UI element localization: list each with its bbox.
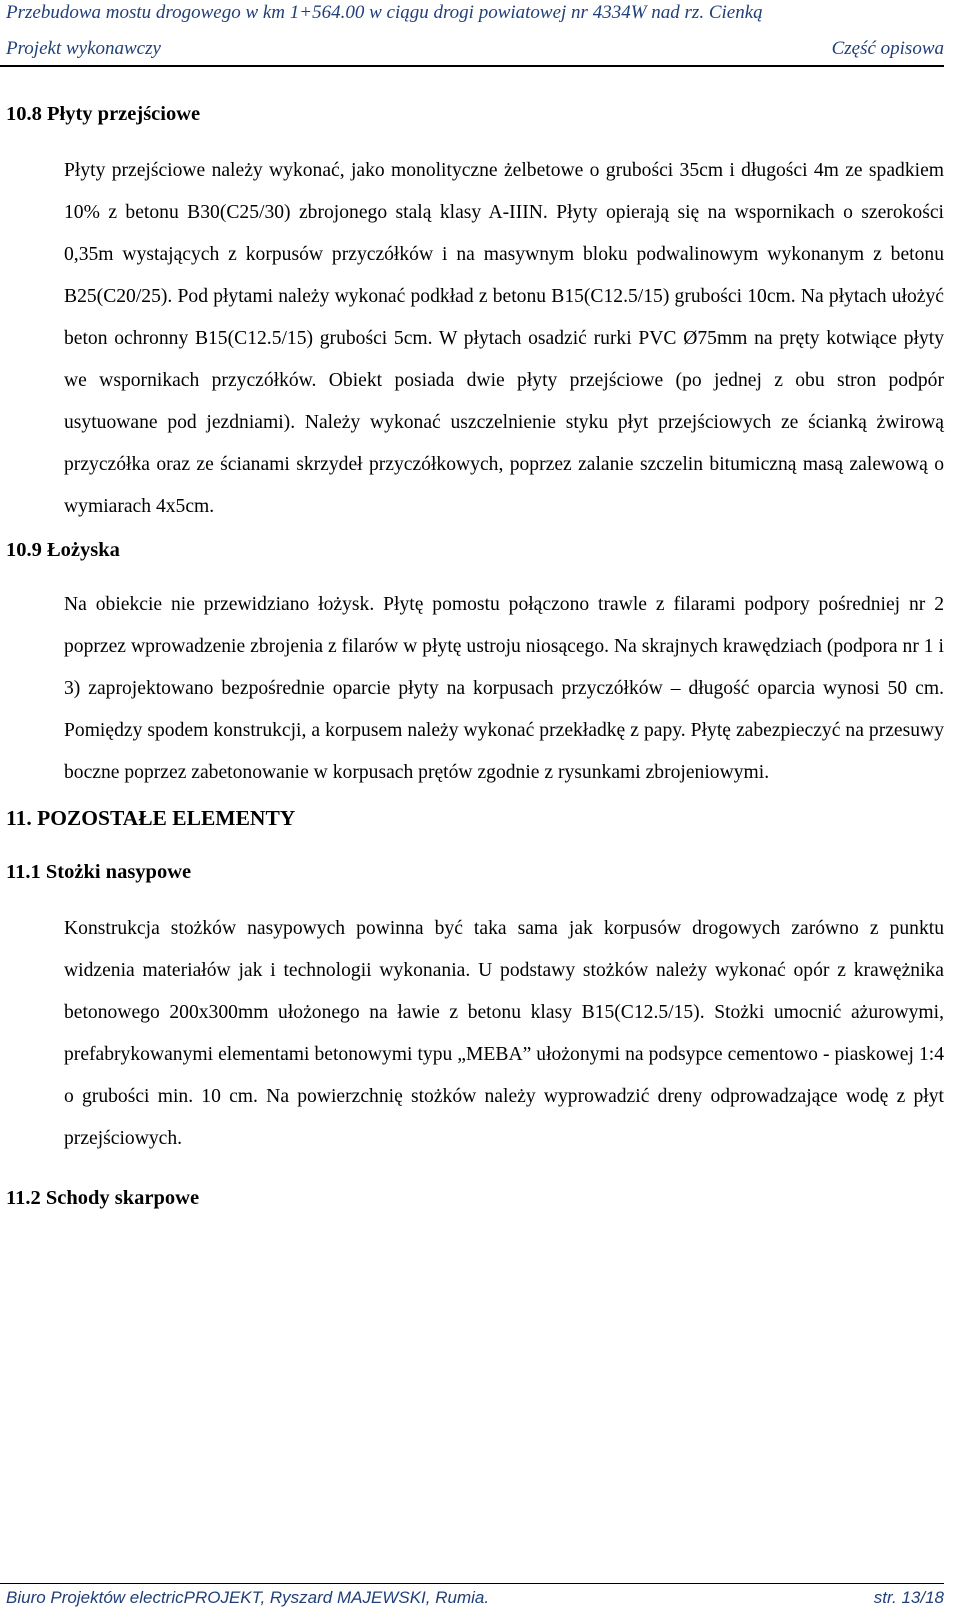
page-footer bbox=[0, 1583, 944, 1608]
footer-company: Biuro Projektów electricPROJEKT, Ryszard MAJEWSKI, Rumia. bbox=[6, 1588, 490, 1607]
project-stage: Projekt wykonawczy bbox=[6, 38, 161, 59]
paragraph-11-1: Konstrukcja stożków nasypowych powinna być taka sama jak korpusów drogowych zarówno z punktu widzenia materiałów jak i technologii wykonania. U podstawy stożków należy wykonać opór z krawężnika betonowego 200x300mm ułożonego na ławie z betonu klasy B15(C12.5/15). Stożki umocnić ażurowymi, prefabrykowanymi elementami betonowymi typu „MEBA” ułożonymi na podsypce cementowo - piaskowej 1:4 o grubości min. 10 cm. Na powierzchnię stożków należy wyprowadzić dreny odprowadzające wodę z płyt przejściowych. bbox=[64, 918, 944, 1149]
page-number: str. 13/18 bbox=[873, 1588, 944, 1607]
document-title: Przebudowa mostu drogowego w km 1+564.00 w ciągu drogi powiatowej nr 4334W nad rz. Cienką bbox=[6, 2, 763, 23]
heading-11-2: 11.2 Schody skarpowe bbox=[6, 1187, 200, 1209]
header-divider bbox=[0, 65, 944, 67]
document-part: Część opisowa bbox=[831, 38, 944, 59]
page-content bbox=[0, 100, 960, 1212]
paragraph-10-9: Na obiekcie nie przewidziano łożysk. Płytę pomostu połączono trawle z filarami podpory pośredniej nr 2 poprzez wprowadzenie zbrojenia z filarów w płytę ustroju niosącego. Na skrajnych krawędziach (podpora nr 1 i 3) zaprojektowano bezpośrednie oparcie płyty na korpusach przyczółków – długość oparcia wynosi 50 cm. Pomiędzy spodem konstrukcji, a korpusem należy wykonać przekładkę z papy. Płytę zabezpieczyć na przesuwy boczne poprzez zabetonowanie w korpusach prętów zgodnie z rysunkami zbrojeniowymi. bbox=[64, 594, 944, 783]
heading-11-1: 11.1 Stożki nasypowe bbox=[6, 861, 192, 883]
paragraph-10-8: Płyty przejściowe należy wykonać, jako monolityczne żelbetowe o grubości 35cm i długości 4m ze spadkiem 10% z betonu B30(C25/30) zbrojonego stalą klasy A-IIIN. Płyty opierają się na wspornikach o szerokości 0,35m wystających z korpusów przyczółków i na masywnym bloku podwalinowym wykonanym z betonu B25(C20/25). Pod płytami należy wykonać podkład z betonu B15(C12.5/15) grubości 10cm. Na płytach ułożyć beton ochronny B15(C12.5/15) grubości 5cm. W płytach osadzić rurki PVC Ø75mm na pręty kotwiące płyty we wspornikach przyczółków. Obiekt posiada dwie płyty przejściowe (po jednej z obu stron podpór usytuowane pod jezdniami). Należy wykonać uszczelnienie styku płyt przejściowych ze ścianką żwirową przyczółka oraz ze ścianami skrzydeł przyczółkowych, poprzez zalanie szczelin bitumiczną masą zalewową o wymiarach 4x5cm. bbox=[64, 160, 944, 517]
heading-10-9: 10.9 Łożyska bbox=[6, 539, 120, 561]
page-header bbox=[0, 0, 960, 68]
heading-10-8: 10.8 Płyty przejściowe bbox=[6, 103, 201, 125]
heading-11: 11. POZOSTAŁE ELEMENTY bbox=[6, 806, 296, 830]
header-subtitle-row bbox=[6, 38, 944, 60]
